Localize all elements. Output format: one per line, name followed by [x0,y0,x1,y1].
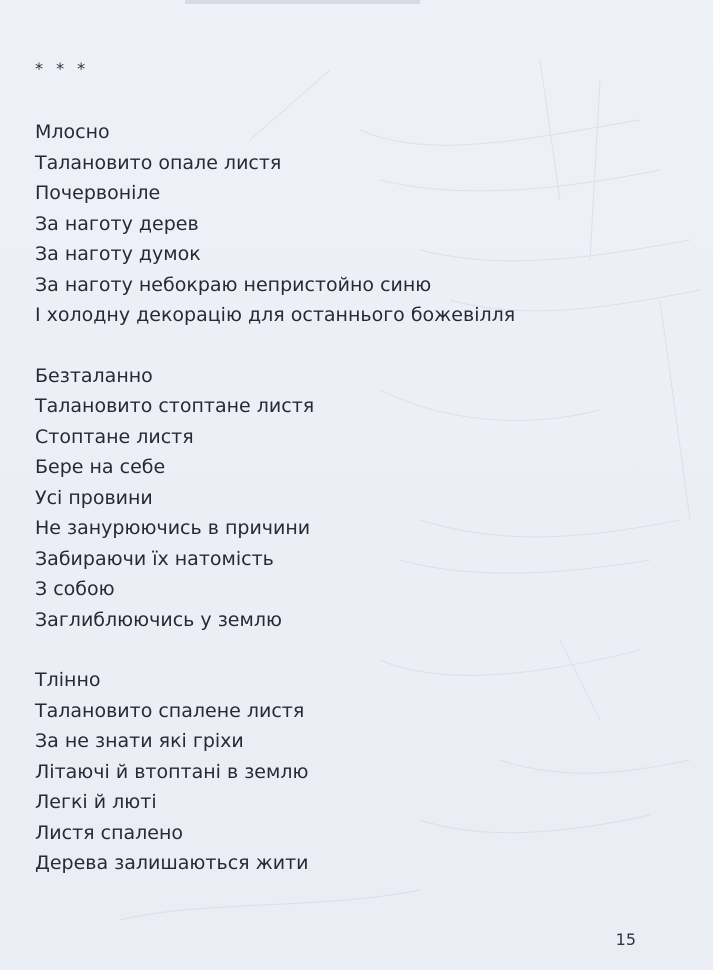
section-separator: * * * [35,59,90,78]
poem-line: Забираючи їх натомість [35,547,274,570]
poem-line: Літаючі й втоптані в землю [35,760,309,783]
poem-line: Талановито опале листя [35,151,282,174]
poem-line: Не занурюючись в причини [35,517,311,539]
poem-line: За наготу думок [35,243,201,265]
stanza-2 [35,361,675,636]
page-number: 15 [615,930,636,949]
poem [35,57,675,879]
top-edge-mark [185,0,420,4]
poem-line: Бере на себе [35,456,166,478]
poem-line: Усі провини [35,486,153,509]
poem-line: За наготу небокраю непристойно синю [35,273,432,296]
poem-line: Легкі й люті [35,791,157,813]
poem-line: І холодну декорацію для останнього божевілля [35,304,516,326]
poem-line: Талановито спалене листя [35,699,305,722]
poem-line: Безталанно [35,364,153,387]
poem-line: Талановито стоптане листя [35,395,315,417]
poem-line: Тлінно [35,669,101,691]
poem-line: Заглиблюючись у землю [35,608,282,631]
poem-line: За наготу дерев [35,212,199,235]
poem-line: Листя спалено [35,821,184,844]
poem-line: Млосно [35,121,110,143]
poem-line: З собою [35,578,115,600]
poem-line: Стоптане листя [35,425,194,448]
poem-line: Почервоніле [35,182,161,204]
stanza-3 [35,665,675,879]
stanza-1 [35,117,675,331]
poem-line: Дерева залишаються жити [35,852,309,874]
poem-line: За не знати які гріхи [35,730,244,752]
